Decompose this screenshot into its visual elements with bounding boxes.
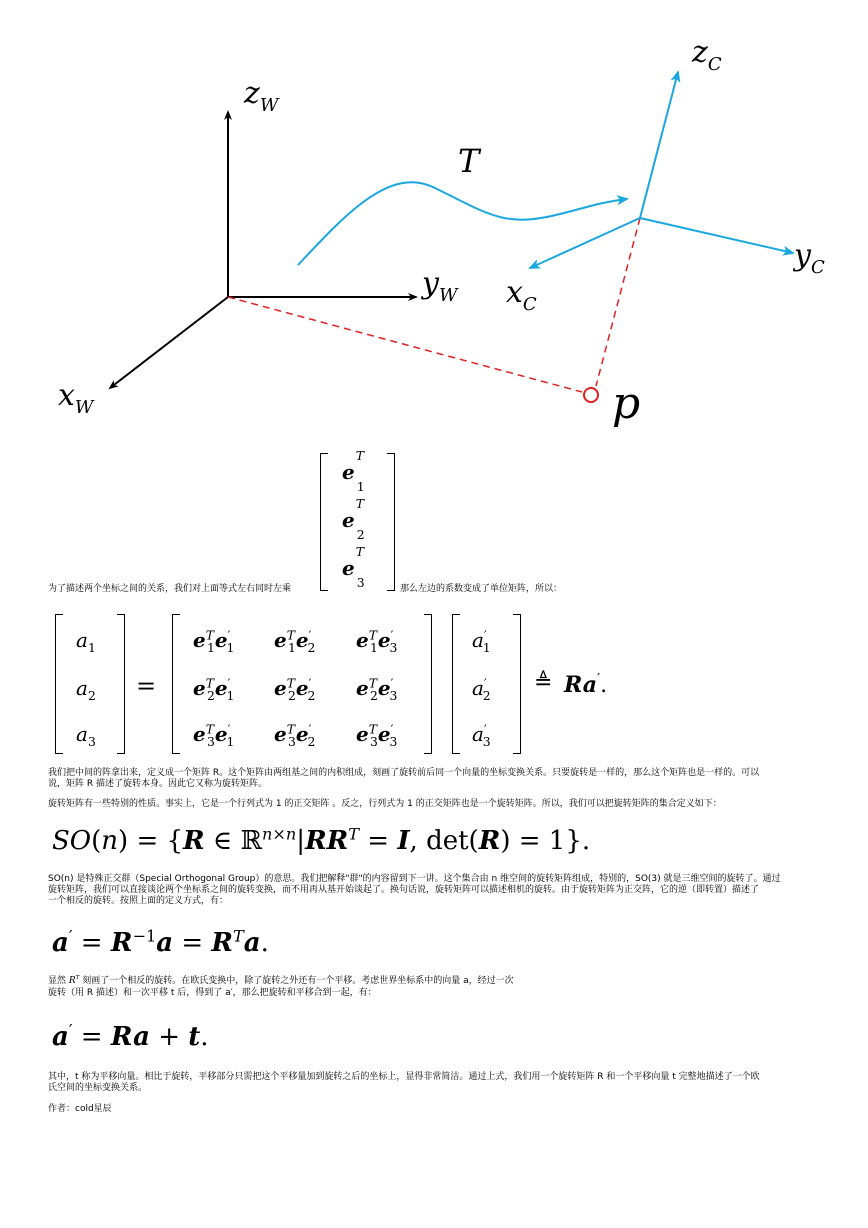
label-zC: $z_C$ xyxy=(692,35,722,75)
point-p-marker xyxy=(584,388,598,402)
para4-line2: 旋转矩阵，我们可以直接谈论两个坐标系之间的旋转变换，而不用再从基开始谈起了。换句话说，旋转矩阵可以描述相机的旋转。由于旋转矩阵为正交阵，它的逆（即转置）描述了 xyxy=(48,885,760,895)
so-group-equation: SO(n) = {R ∈ $ℝ^{n\times n}|RR^T = I$, det(R) = 1}. xyxy=(52,824,591,856)
world-x-axis xyxy=(110,297,228,388)
inverse-rotation-equation: $a' = R^{-1}a = R^Ta$. xyxy=(52,926,269,958)
label-zW: $z_W$ xyxy=(244,76,279,116)
transform-curve xyxy=(298,182,627,265)
label-xC: $x_C$ xyxy=(506,275,537,315)
para2-line2: 说，矩阵 R 描述了旋转本身。因此它又称为旋转矩阵。 xyxy=(48,779,267,789)
label-T: T xyxy=(458,142,480,180)
para1-after: 那么左边的系数变成了单位矩阵，所以： xyxy=(400,584,563,594)
para6-line1: 其中，t 称为平移向量。相比于旋转，平移部分只需把这个平移量加到旋转之后的坐标上，显得非常简洁。通过上式，我们用一个旋转矩阵 R 和一个平移向量 t 完整地描述了一个欧 xyxy=(48,1072,760,1082)
camera-x-axis xyxy=(530,218,640,268)
label-xW: $x_W$ xyxy=(58,378,94,418)
para3: 旋转矩阵有一些特别的性质。事实上，它是一个行列式为 1 的正交矩阵 。反之，行列式为 1 的正交矩阵也是一个旋转矩阵。所以，我们可以把旋转矩阵的集合定义如下： xyxy=(48,799,722,809)
label-yC: $y_C$ xyxy=(794,238,825,278)
euclidean-transform-equation: a′ = Ra + t. xyxy=(52,1020,209,1052)
para4-line1: SO(n) 是特殊正交群（Special Orthogonal Group）的意思。我们把解释"群"的内容留到下一讲。这个集合由 n 维空间的旋转矩阵组成，特别的，SO(3) 就是三维空间的旋转了。通过 xyxy=(48,874,781,884)
dashed-line-camera-to-p xyxy=(596,218,640,386)
para4-line3: 一个相反的旋转。按照上面的定义方式，有： xyxy=(48,896,229,906)
para5-line1: 显然 $R^T$ 刻画了一个相反的旋转。在欧氏变换中，除了旋转之外还有一个平移。考虑世界坐标系中的向量 a，经过一次 xyxy=(48,975,514,986)
para2-line1: 我们把中间的阵拿出来，定义成一个矩阵 R。这个矩阵由两组基之间的内积组成，刻画了旋转前后同一个向量的坐标变换关系。只要旋转是一样的，那么这个矩阵也是一样的。可以 xyxy=(48,768,760,778)
label-yW: $y_W$ xyxy=(422,266,458,306)
label-p: p xyxy=(612,378,641,429)
para5-line2: 旋转（用 R 描述）和一次平移 t 后，得到了 a′，那么把旋转和平移合到一起，有： xyxy=(48,988,377,998)
author-line: 作者：cold星辰 xyxy=(48,1104,112,1114)
para1-before: 为了描述两个坐标之间的关系，我们对上面等式左右同时左乘 xyxy=(48,584,292,594)
camera-z-axis xyxy=(640,72,678,218)
camera-y-axis xyxy=(640,218,793,253)
coordinate-frames-figure xyxy=(0,0,868,440)
para6-line2: 氏空间的坐标变换关系。 xyxy=(48,1083,148,1093)
